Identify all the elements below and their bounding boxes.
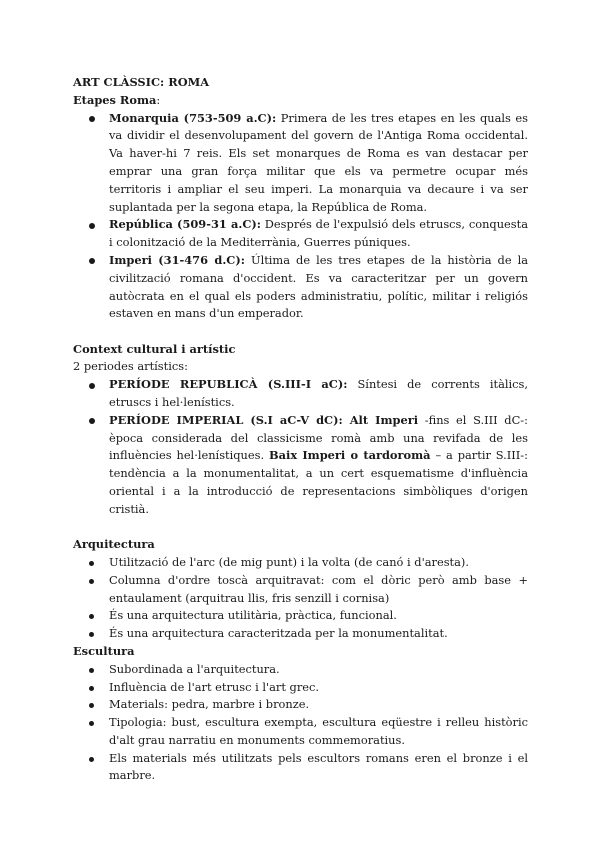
item-label: PERÍODE IMPERIAL (S.I aC-V dC): Alt Imperi: [109, 412, 419, 427]
item-label: Imperi (31-476 d.C):: [109, 252, 245, 267]
item-label: PERÍODE REPUBLICÀ (S.III-I aC):: [109, 377, 348, 392]
spacer: [73, 323, 528, 341]
item-text: -fins el S.III dC-: època considerada del classicisme romà amb una revifada de les influències hel·lenístiques.: [109, 412, 528, 463]
spacer: [73, 519, 528, 537]
item-label-2: Baix Imperi o tardoromà: [268, 448, 431, 463]
list-item: Tipologia: bust, escultura exempta, escultura eqüestre i relleu històric d'alt grau narratiu en monuments commemoratius.: [73, 714, 528, 750]
list-item: [73, 252, 528, 323]
list-item: Els materials més utilitzats pels escultors romans eren el bronze i el marbre.: [73, 750, 528, 786]
list-item: [73, 216, 528, 252]
etapes-heading: [73, 92, 528, 110]
arquitectura-list: [73, 554, 528, 643]
context-heading: Context cultural i artístic: [73, 341, 236, 356]
list-item: Materials: pedra, marbre i bronze.: [73, 696, 528, 714]
list-item: [73, 376, 528, 412]
list-item: Subordinada a l'arquitectura.: [73, 661, 528, 679]
escultura-heading: Escultura: [73, 643, 135, 658]
etapes-list: [73, 110, 528, 324]
list-item: Columna d'ordre toscà arquitravat: com el dòric però amb base + entaulament (arquitrau llis, fris senzill i cornisa): [73, 572, 528, 608]
document-title: ART CLÀSSIC: ROMA: [73, 75, 210, 89]
item-text-2: – a partir S.III-: tendència a la monumentalitat, a un cert esquematisme d'influència oriental i a la introducció de representacions simbòliques d'origen cristià.: [109, 448, 528, 516]
context-list: [73, 376, 528, 518]
item-text: Síntesi de corrents itàlics, etruscs i hel·lenístics.: [109, 377, 528, 410]
item-text: Després de l'expulsió dels etruscs, conquesta i colonització de la Mediterrània, Guerres púniques.: [109, 217, 529, 250]
item-text: Primera de les tres etapes en les quals es va dividir el desenvolupament del govern de l'Antiga Roma occidental. Va haver-hi 7 reis. Els set monarques de Roma es van destacar per emprar una gran força militar que els va permetre ocupar més territoris i ampliar el seu imperi. La monarquia va decaure i va ser suplantada per la segona etapa, la República de Roma.: [109, 110, 528, 214]
list-item: [73, 110, 528, 217]
arquitectura-heading: Arquitectura: [73, 537, 155, 552]
etapes-heading-text: Etapes Roma: [73, 92, 157, 107]
escultura-list: [73, 661, 528, 786]
context-intro: 2 periodes artístics:: [73, 359, 188, 374]
list-item: És una arquitectura utilitària, pràctica, funcional.: [73, 607, 528, 625]
list-item: Influència de l'art etrusc i l'art grec.: [73, 679, 528, 697]
list-item: És una arquitectura caracteritzada per la monumentalitat.: [73, 625, 528, 643]
item-text: Última de les tres etapes de la història de la civilització romana d'occident. Es va caracteritzar per un govern autòcrata en el qual els poders administratiu, polític, militar i religiós estaven en mans d'un emperador.: [109, 252, 529, 321]
item-label: Monarquia (753-509 a.C):: [109, 110, 277, 125]
etapes-heading-suffix: :: [156, 92, 161, 107]
list-item: [73, 412, 528, 519]
item-label: República (509-31 a.C):: [109, 217, 261, 232]
document-page: [73, 74, 528, 785]
list-item: Utilització de l'arc (de mig punt) i la volta (de canó i d'aresta).: [73, 554, 528, 572]
